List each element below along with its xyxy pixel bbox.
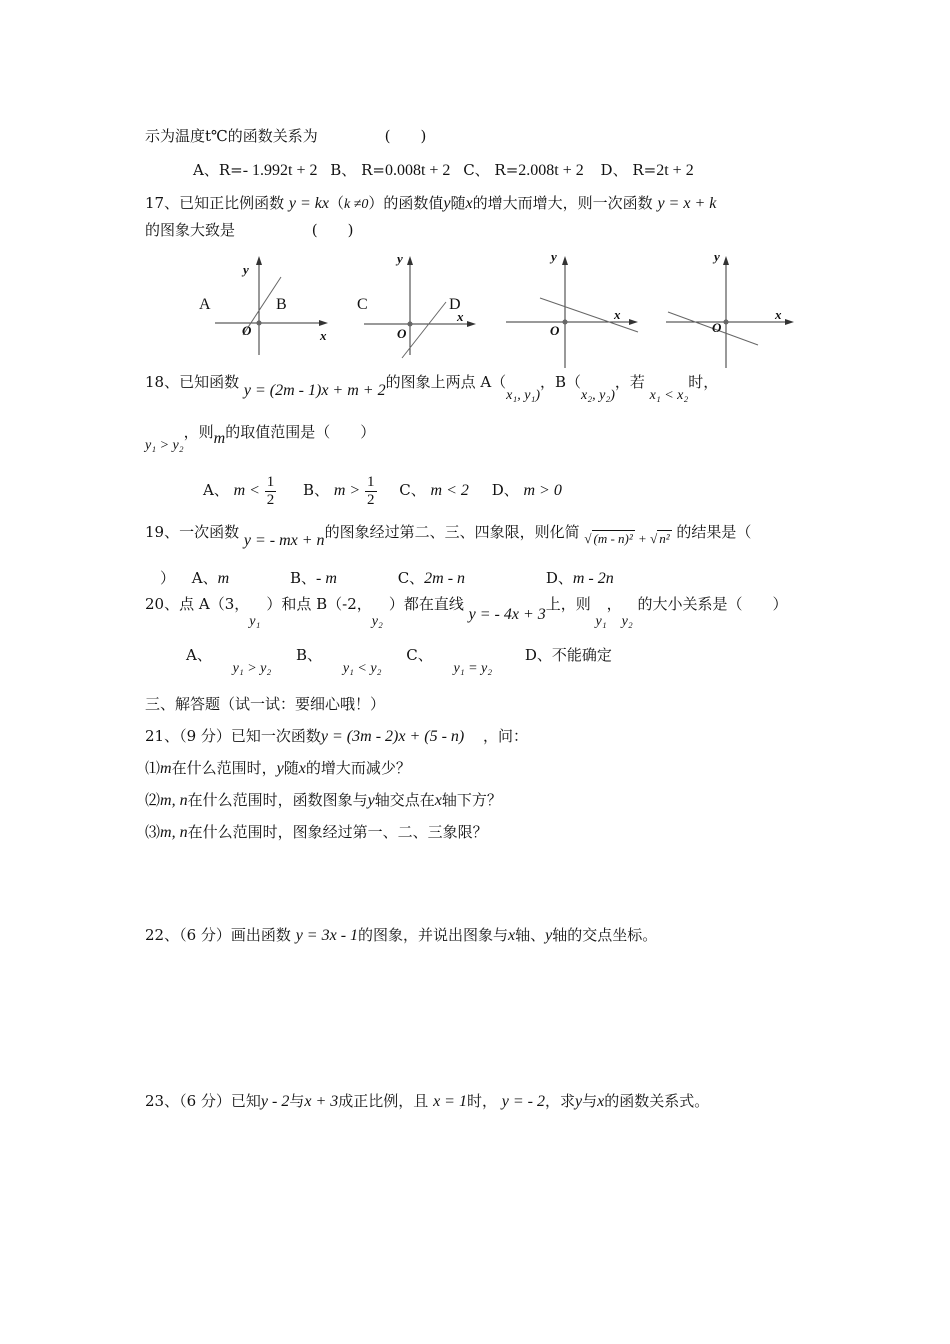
q18-text-2: 的图象上两点 A（ [385,373,507,391]
q17-text-2: （ [328,194,344,212]
q18-text-5: 时， [688,373,719,391]
q20-opt-b-label: B、 [296,646,323,664]
q17-formula-1: y = kx [288,195,329,212]
q17-formula-2: y = x + k [657,195,717,212]
q19-close-paren: ） [160,569,176,587]
q23-text-1: 23、（6 分）已知 [145,1092,261,1110]
q22-text-4: 轴的交点坐标。 [552,926,658,944]
graph-a-letter: A [199,296,211,313]
q21-formula: y = (3m - 2)x + (5 - n) [320,728,465,745]
q17-text-3: ）的函数值 [368,194,444,212]
q23-text-6: 与 [582,1092,598,1110]
q17-paren: ( ) [311,221,354,239]
q22-y: y [545,927,553,944]
q21-sub2-var: m, n [160,792,188,809]
graph-c-x-label: x [457,309,464,324]
graph-a-x-arrow [319,320,328,326]
q18-opt-d-label: D、 [491,481,519,499]
q21-sub1-var: m [160,760,172,777]
q23-expr-2: x + 3 [304,1093,339,1110]
q23-text-3: 成正比例，且 [338,1092,429,1110]
q23-y: y [575,1093,583,1110]
q20-text-5: 的大小关系是（ ） [637,595,788,613]
q18-opt-c-label: C、 [399,481,426,499]
q23-expr-3: x = 1 [433,1093,467,1110]
q16-opt-d-label: D、 R= [600,161,657,179]
q19-radicand-2: n² [659,531,670,546]
section-3-heading: 三、解答题（试一试：要细心哦！） [145,695,386,713]
q21-sub2-y: y [367,792,375,809]
q19-text-2: 的图象经过第二、三、四象限，则化简 [324,523,580,541]
q17-graph-a [195,250,340,360]
q21-text-2: ，问： [483,727,529,745]
q19-opt-a: m [217,570,230,587]
q16-stem: 示为温度t℃的函数关系为 [145,127,318,145]
q20-compare-a: y₁ [595,614,607,629]
q18-text-7: 的取值范围是（ ） [225,423,376,441]
q19-text-1: 19、一次函数 [145,523,240,541]
q20-opt-c-label: C、 [406,646,433,664]
q18-line2 [145,422,376,453]
q20-formula: y = - 4x + 3 [468,606,546,623]
q19-opt-b-label: B、 [289,569,317,587]
q18-opt-a-expr: m < [233,482,260,499]
q17-line2-text: 的图象大致是 [145,221,236,239]
graph-a-origin-label: O [242,323,252,338]
q19-opt-c-label: C、 [397,569,425,587]
q18-opt-b-numerator: 1 [367,473,375,490]
q18-opt-a-fraction [265,474,277,509]
q17-graph-4 [660,250,810,370]
graph-c-y-arrow [407,256,413,265]
q18-text-3: ，B（ [540,373,582,391]
graph-4-y-arrow [723,256,729,265]
graph-4-x-label: x [775,307,782,322]
q23-text-4: 时， [466,1092,497,1110]
q16-options [193,160,694,181]
graph-3-y-arrow [562,256,568,265]
q19-text-3: 的结果是（ [676,523,752,541]
q23-expr-4: y = - 2 [501,1093,545,1110]
q18-opt-b-denominator: 2 [367,491,375,508]
q23-expr-1: y - 2 [260,1093,290,1110]
q18-options [203,470,562,511]
q21-line1 [145,726,528,747]
q17-condition: k ≠0 [344,197,369,212]
q21-sub1-text-a: 在什么范围时， [171,759,277,777]
q18-opt-b-fraction [365,474,377,509]
q21-sub2-text-a: 在什么范围时，函数图象与 [187,791,368,809]
q17-line1 [145,193,716,215]
q23-text-2: 与 [289,1092,305,1110]
graph-4-y-label: y [714,249,720,264]
q19-plus: + [638,531,647,546]
q20-text-2: ）和点 B（-2， [266,595,372,613]
q20-opt-c: y₁ = y₂ [453,661,493,676]
q16-stem-line [145,126,426,146]
q17-line2 [145,220,354,240]
q21-sub2 [145,790,502,811]
q17-graph-c [350,250,495,360]
q19-opt-a-label: A、 [191,569,218,587]
q20-compare-b: y₂ [621,614,633,629]
q16-opt-c-label: C、 R= [463,161,519,179]
q18-line1 [145,372,719,403]
q23-x: x [597,1093,605,1110]
q19-formula: y = - mx + n [243,532,325,549]
q17-text-5: 的增大而增大，则一次函数 [472,194,653,212]
q22-text-1: 22、（6 分）画出函数 [145,926,291,944]
q22-formula: y = 3x - 1 [295,927,359,944]
q18-opt-a-denominator: 2 [266,491,275,508]
q17-text-1: 17、已知正比例函数 [145,194,285,212]
q16-paren: ( ) [384,127,427,145]
q20-y1: y₁ [249,614,261,629]
q18-text-4: ，若 [614,373,645,391]
q23-text-5: ，求 [545,1092,576,1110]
q19-options [160,568,614,589]
graph-a-y-label: y [243,262,249,277]
q18-opt-b-label: B、 [303,481,330,499]
q19-opt-d-label: D、 [545,569,573,587]
graph-d-letter: D [449,296,461,313]
q21-sub1 [145,758,411,779]
graph-c-y-label: y [397,251,403,266]
q20-options [186,645,612,676]
q17-var-y: y [443,195,451,212]
q20-text-1: 20、点 A（3， [145,595,250,613]
q19-line1 [145,522,752,549]
q23-line [145,1091,709,1112]
q19-radicand-1: (m - n)² [593,531,633,546]
graph-c-line [402,302,446,358]
q18-point-b: x₂, y₂) [581,388,615,403]
q21-sub3 [145,822,488,843]
q18-opt-a-label: A、 [203,481,229,499]
graph-3-y-label: y [551,249,557,264]
q19-opt-b: - m [316,570,337,587]
q18-text-1: 18、已知函数 [145,373,240,391]
q22-x: x [508,927,516,944]
q21-sub1-number: ⑴ [145,759,161,777]
q21-text-1: 21、（9 分）已知一次函数 [145,727,321,745]
graph-a-x-label: x [320,328,327,343]
graph-c-letter: C [357,296,368,313]
q17-var-x: x [465,195,473,212]
graph-c-origin-label: O [397,326,407,341]
q18-opt-d-expr: m > 0 [523,482,562,499]
q22-line [145,925,657,946]
q21-sub3-var: m, n [160,824,188,841]
q18-condition-y: y₁ > y₂ [145,438,184,453]
q21-sub1-x: x [298,760,306,777]
q17-text-4: 随 [450,194,466,212]
q18-text-6: ，则 [183,423,214,441]
graph-4-origin-label: O [712,320,722,335]
q21-sub2-number: ⑵ [145,791,161,809]
q19-opt-c: 2m - n [424,570,466,587]
q20-opt-a-label: A、 [186,646,212,664]
q18-opt-b-expr: m > [333,482,361,499]
q21-sub1-y: y [276,760,284,777]
q16-opt-a-label: A、R= [193,161,243,179]
q17-graph-3 [500,250,650,370]
graph-3-x-label: x [614,307,621,322]
q18-condition-x: x₁ < x₂ [649,388,689,403]
graph-a-y-arrow [256,256,262,265]
q23-text-7: 的函数关系式。 [604,1092,710,1110]
graph-b-letter: B [276,296,287,313]
q22-text-2: 的图象，并说出图象与 [358,926,509,944]
q21-sub2-text-b: 轴交点在 [374,791,435,809]
q18-opt-c-expr: m < 2 [430,482,469,499]
q21-sub2-x: x [434,792,442,809]
q20-text-4: 上，则 [545,595,591,613]
q18-opt-a-numerator: 1 [266,473,275,490]
q22-text-3: 轴、 [515,926,546,944]
q19-radical-expr: √ (m - n)² + √ n² [584,531,670,546]
q20-opt-a: y₁ > y₂ [232,661,272,676]
q16-opt-b-expr: 0.008t + 2 [384,162,451,179]
q16-opt-a-expr: - 1.992t + 2 [242,162,318,179]
q21-sub3-text-a: 在什么范围时，图象经过第一、二、三象限？ [187,823,488,841]
q20-comma: ， [606,595,622,613]
q16-opt-d-expr: 2t + 2 [656,162,694,179]
q19-opt-d: m - 2n [572,570,614,587]
q16-opt-c-expr: 2.008t + 2 [518,162,584,179]
q16-opt-b-label: B、 R= [330,161,385,179]
q18-formula: y = (2m - 1)x + m + 2 [243,382,386,399]
q20-y2: y₂ [371,614,383,629]
q21-sub1-text-c: 的增大而减少？ [305,759,411,777]
graph-3-origin-label: O [550,323,560,338]
q21-sub3-number: ⑶ [145,823,161,841]
q18-var-m: m [213,430,226,447]
q20-text-3: ）都在直线 [388,595,464,613]
graph-3-x-arrow [629,319,638,325]
graph-c-x-arrow [467,321,476,327]
q21-sub1-text-b: 随 [283,759,299,777]
q21-sub2-text-c: 轴下方？ [441,791,502,809]
q20-line1 [145,594,788,629]
q20-opt-b: y₁ < y₂ [342,661,382,676]
q20-opt-d: D、不能确定 [524,646,612,664]
q18-point-a: x₁, y₁) [506,388,540,403]
graph-4-x-arrow [785,319,794,325]
